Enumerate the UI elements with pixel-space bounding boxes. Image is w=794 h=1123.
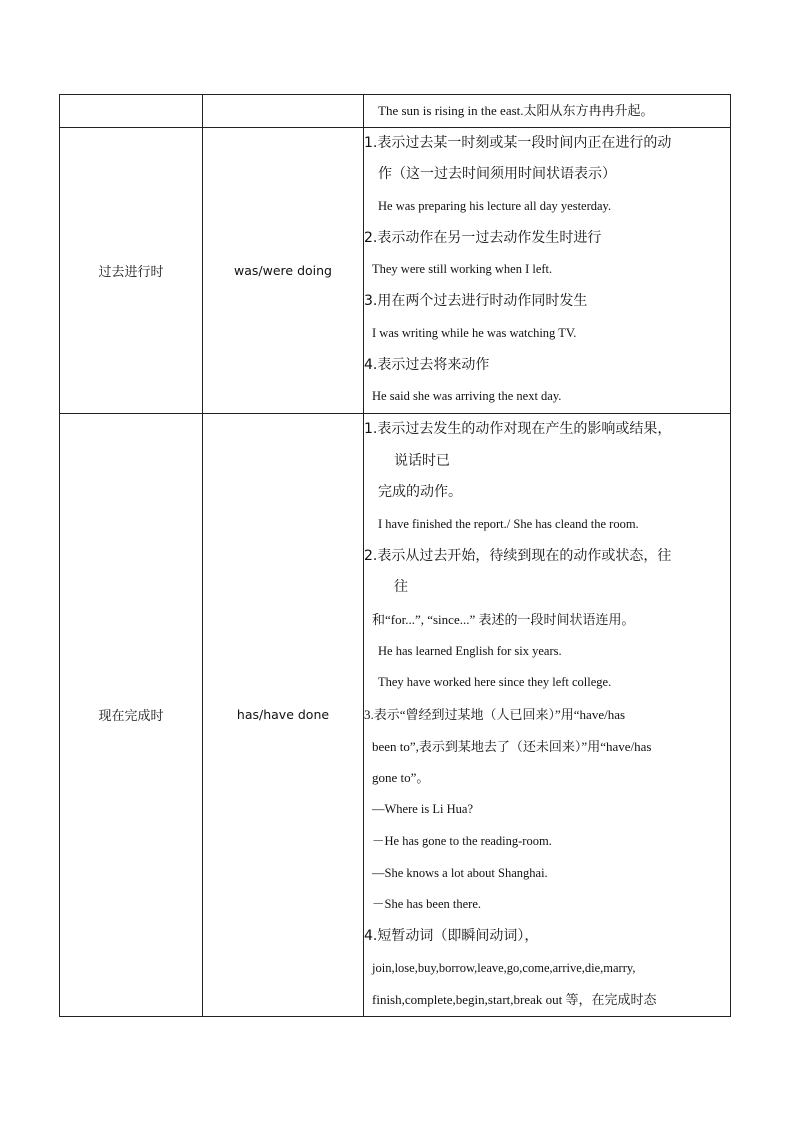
usage-rule: 作（这一过去时间须用时间状语表示） [378, 166, 616, 183]
table-row [60, 95, 731, 128]
example-sentence: They have worked here since they left college. [378, 675, 612, 690]
example-dialogue: －He has gone to the reading-room. [372, 833, 552, 848]
usage-cell [364, 413, 731, 1016]
example-dialogue: —She knows a lot about Shanghai. [372, 865, 548, 880]
example-sentence: He said she was arriving the next day. [372, 389, 562, 404]
tense-name-cell [60, 95, 203, 128]
example-sentence: I was writing while he was watching TV. [372, 325, 577, 340]
tense-name-cell: 现在完成时 [60, 413, 203, 1016]
grammar-table [59, 94, 731, 1017]
usage-rule: 3.表示“曾经到过某地（人已回来）”用“have/has [364, 707, 626, 723]
example-dialogue: －She has been there. [372, 897, 481, 912]
example-sentence: He has learned English for six years. [378, 643, 562, 658]
usage-rule: 2.表示从过去开始，待续到现在的动作或状态，往 [364, 547, 672, 564]
usage-rule: been to”,表示到某地去了（还未回来）”用“have/has [372, 738, 652, 754]
usage-rule: 往 [394, 579, 408, 596]
verb-list: join,lose,buy,borrow,leave,go,come,arrive,die,marry, [372, 960, 636, 975]
example-sentence: I have finished the report./ She has cleand the room. [378, 516, 639, 531]
usage-cell [364, 95, 731, 128]
usage-rule: 1.表示过去某一时刻或某一段时间内正在进行的动 [364, 134, 672, 151]
verb-list: finish,complete,begin,start,break out 等，在完成时态 [372, 992, 657, 1008]
usage-rule: 1.表示过去发生的动作对现在产生的影响或结果， [364, 420, 672, 437]
tense-form-cell: has/have done [203, 413, 364, 1016]
tense-form-cell [203, 95, 364, 128]
usage-rule: 2.表示动作在另一过去动作发生时进行 [364, 229, 602, 246]
usage-cell [364, 127, 731, 413]
usage-rule: 4.短暂动词（即瞬间动词）， [364, 927, 539, 944]
usage-rule: 完成的动作。 [378, 484, 462, 501]
tense-name-cell: 过去进行时 [60, 127, 203, 413]
table-row [60, 127, 731, 413]
usage-rule: 4.表示过去将来动作 [364, 356, 490, 373]
example-dialogue: —Where is Li Hua? [372, 802, 474, 817]
table-row [60, 413, 731, 1016]
usage-rule: 3.用在两个过去进行时动作同时发生 [364, 293, 588, 310]
tense-form-cell: was/were doing [203, 127, 364, 413]
example-sentence: He was preparing his lecture all day yesterday. [378, 199, 612, 214]
example-sentence: The sun is rising in the east.太阳从东方冉冉升起。 [378, 103, 654, 118]
usage-rule: gone to”。 [372, 770, 430, 786]
usage-rule: 说话时已 [394, 452, 450, 469]
usage-rule: 和“for...”, “since...” 表述的一段时间状语连用。 [372, 612, 635, 627]
example-sentence: They were still working when I left. [372, 262, 553, 277]
